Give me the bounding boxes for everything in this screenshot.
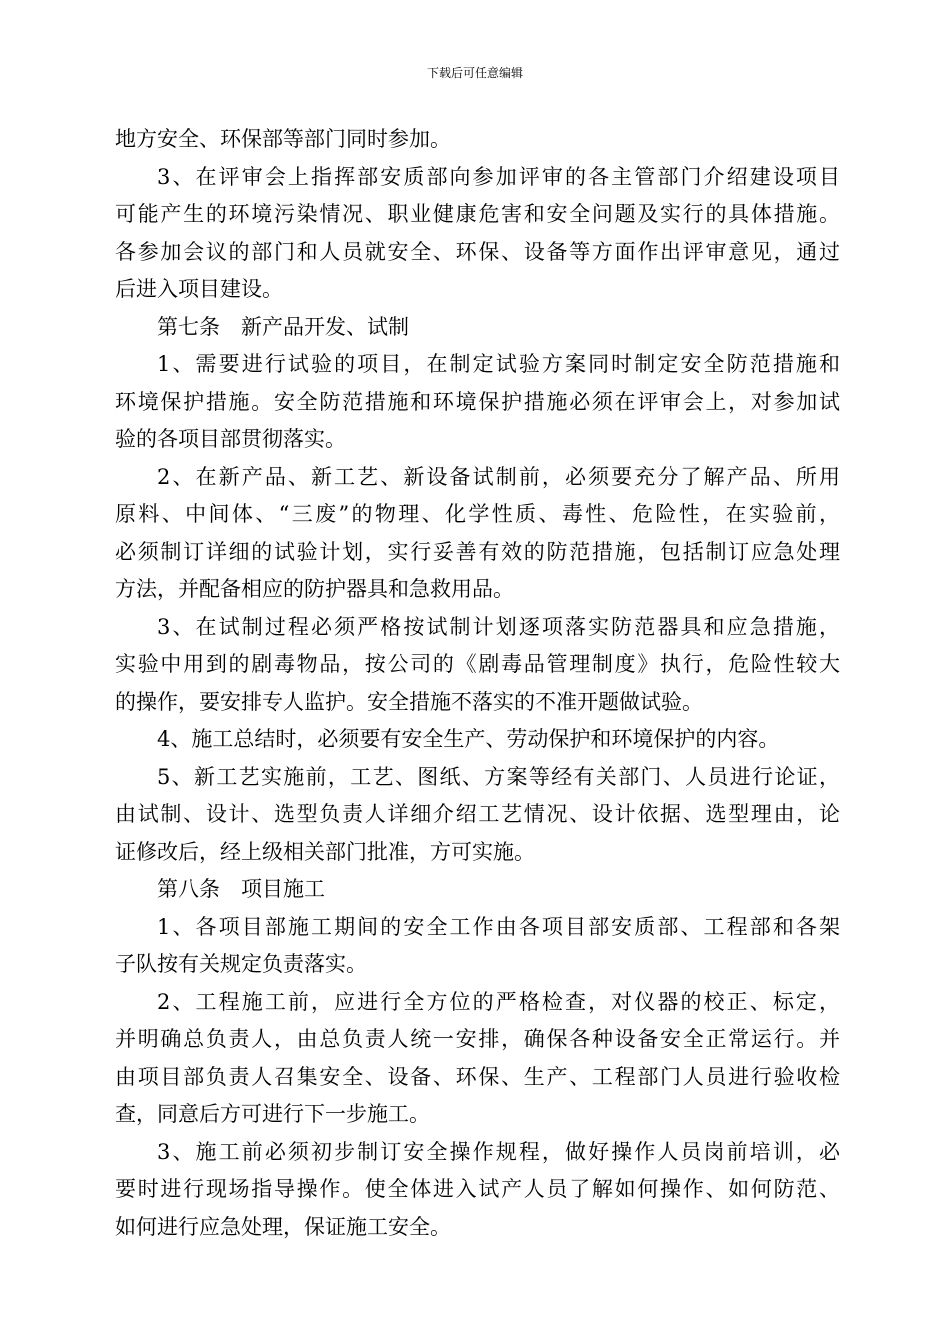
text-line: 查，同意后方可进行下一步施工。 — [115, 1102, 430, 1126]
text-line: 必须制订详细的试验计划，实行妥善有效的防范措施，包括制订应急处理 — [115, 539, 840, 564]
text-line: 并明确总负责人，由总负责人统一安排，确保各种设备安全正常运行。并 — [115, 1027, 840, 1051]
text-line: 2、工程施工前，应进行全方位的严格检查，对仪器的校正、标定， — [157, 989, 840, 1014]
text-line: 5、新工艺实施前，工艺、图纸、方案等经有关部门、人员进行论证， — [157, 764, 840, 789]
text-line: 地方安全、环保部等部门同时参加。 — [115, 127, 451, 151]
text-line: 3、施工前必须初步制订安全操作规程，做好操作人员岗前培训，必 — [157, 1139, 840, 1164]
text-line: 验的各项目部贯彻落实。 — [115, 427, 346, 451]
text-line: 各参加会议的部门和人员就安全、环保、设备等方面作出评审意见，通过 — [115, 239, 840, 264]
text-line: 如何进行应急处理，保证施工安全。 — [115, 1214, 451, 1239]
text-line: 第七条 新产品开发、试制 — [157, 314, 409, 339]
text-line: 证修改后，经上级相关部门批准，方可实施。 — [115, 839, 535, 864]
text-line: 原料、中间体、“三废”的物理、化学性质、毒性、危险性，在实验前， — [115, 502, 840, 526]
page-header: 下载后可任意编辑 — [426, 66, 523, 80]
text-line: 后进入项目建设。 — [115, 277, 283, 301]
text-line: 可能产生的环境污染情况、职业健康危害和安全问题及实行的具体措施。 — [115, 202, 840, 226]
text-line: 由项目部负责人召集安全、设备、环保、生产、工程部门人员进行验收检 — [115, 1064, 840, 1089]
text-line: 要时进行现场指导操作。使全体进入试产人员了解如何操作、如何防范、 — [115, 1177, 840, 1201]
text-line: 3、在试制过程必须严格按试制计划逐项落实防范器具和应急措施， — [157, 614, 840, 639]
text-line: 4、施工总结时，必须要有安全生产、劳动保护和环境保护的内容。 — [157, 727, 780, 751]
text-line: 第八条 项目施工 — [157, 877, 325, 901]
text-line: 由试制、设计、选型负责人详细介绍工艺情况、设计依据、选型理由，论 — [115, 802, 840, 826]
text-line: 方法，并配备相应的防护器具和急救用品。 — [115, 577, 514, 601]
text-line: 3、在评审会上指挥部安质部向参加评审的各主管部门介绍建设项目 — [157, 164, 840, 189]
document-body — [115, 121, 840, 1246]
text-line: 子队按有关规定负责落实。 — [115, 952, 367, 976]
text-line: 1、需要进行试验的项目，在制定试验方案同时制定安全防范措施和 — [157, 352, 840, 376]
text-line: 的操作，要安排专人监护。安全措施不落实的不准开题做试验。 — [115, 689, 703, 714]
text-line: 实验中用到的剧毒物品，按公司的《剧毒品管理制度》执行，危险性较大 — [115, 652, 840, 676]
text-line: 环境保护措施。安全防范措施和环境保护措施必须在评审会上，对参加试 — [115, 389, 840, 414]
text-line: 2、在新产品、新工艺、新设备试制前，必须要充分了解产品、所用 — [157, 464, 840, 489]
text-line: 1、各项目部施工期间的安全工作由各项目部安质部、工程部和各架 — [157, 914, 840, 939]
